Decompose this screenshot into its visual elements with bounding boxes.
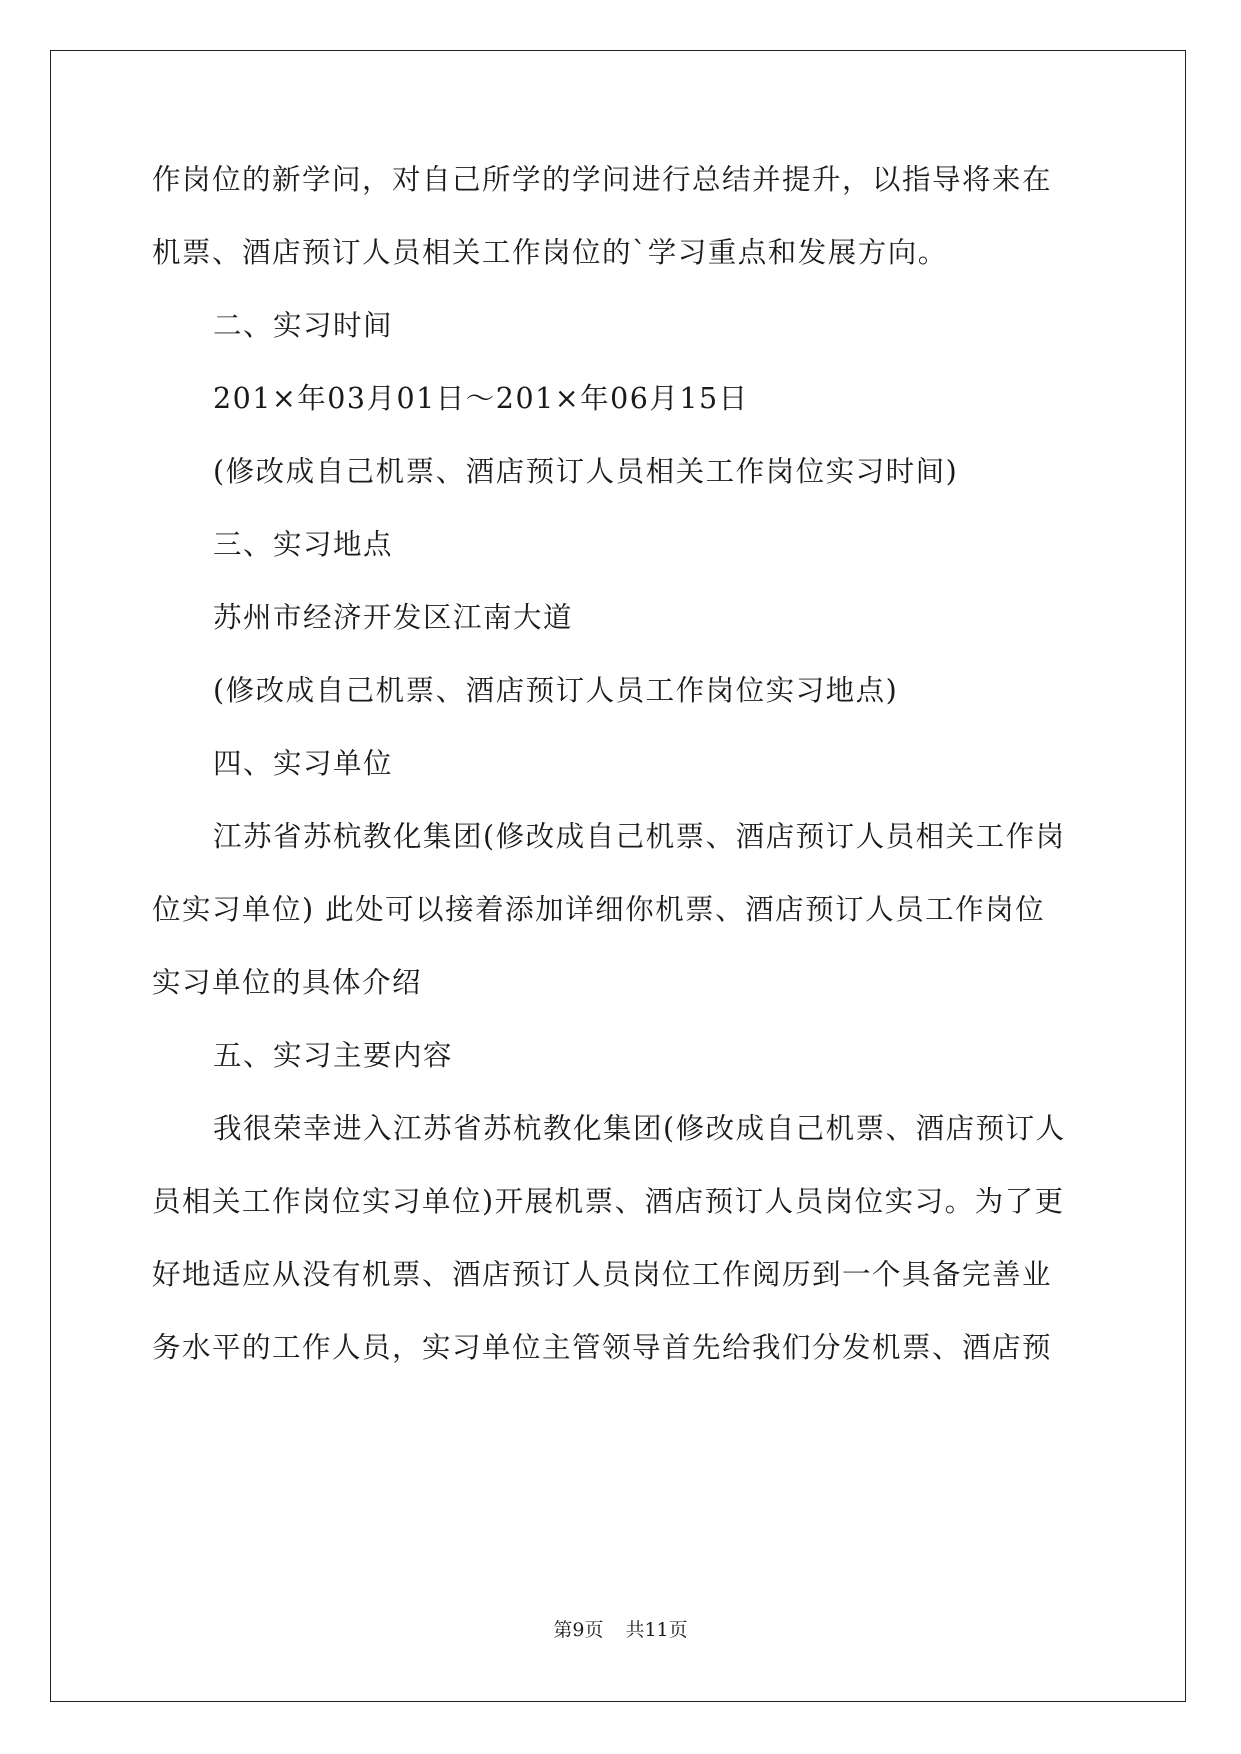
section-heading: 四、实习单位: [213, 747, 394, 780]
paragraph-line: 作岗位的新学问，对自己所学的学问进行总结并提升，以指导将来在: [152, 163, 1053, 196]
paragraph-line: (修改成自己机票、酒店预订人员工作岗位实习地点): [213, 674, 899, 707]
paragraph-line: 实习单位的具体介绍: [152, 966, 423, 999]
page-total: 共11页: [625, 1619, 688, 1641]
paragraph-line: 好地适应从没有机票、酒店预订人员岗位工作阅历到一个具备完善业: [152, 1258, 1053, 1291]
section-heading: 二、实习时间: [213, 309, 394, 342]
paragraph-line: 我很荣幸进入江苏省苏杭教化集团(修改成自己机票、酒店预订人: [213, 1112, 1066, 1145]
paragraph-line: 苏州市经济开发区江南大道: [213, 601, 574, 634]
page-border: [50, 50, 1186, 1702]
paragraph-line: 机票、酒店预订人员相关工作岗位的`学习重点和发展方向。: [152, 236, 948, 269]
paragraph-line: (修改成自己机票、酒店预订人员相关工作岗位实习时间): [213, 455, 959, 488]
page-footer: [0, 1618, 1241, 1642]
paragraph-line: 员相关工作岗位实习单位)开展机票、酒店预订人员岗位实习。为了更: [152, 1185, 1065, 1218]
section-heading: 三、实习地点: [213, 528, 394, 561]
paragraph-line: 江苏省苏杭教化集团(修改成自己机票、酒店预订人员相关工作岗: [213, 820, 1066, 853]
paragraph-line: 201×年03月01日～201×年06月15日: [213, 382, 749, 415]
section-heading: 五、实习主要内容: [213, 1039, 454, 1072]
paragraph-line: 务水平的工作人员，实习单位主管领导首先给我们分发机票、酒店预: [152, 1331, 1053, 1364]
page-number: 第9页: [553, 1619, 604, 1641]
paragraph-line: 位实习单位) 此处可以接着添加详细你机票、酒店预订人员工作岗位: [152, 893, 1046, 926]
